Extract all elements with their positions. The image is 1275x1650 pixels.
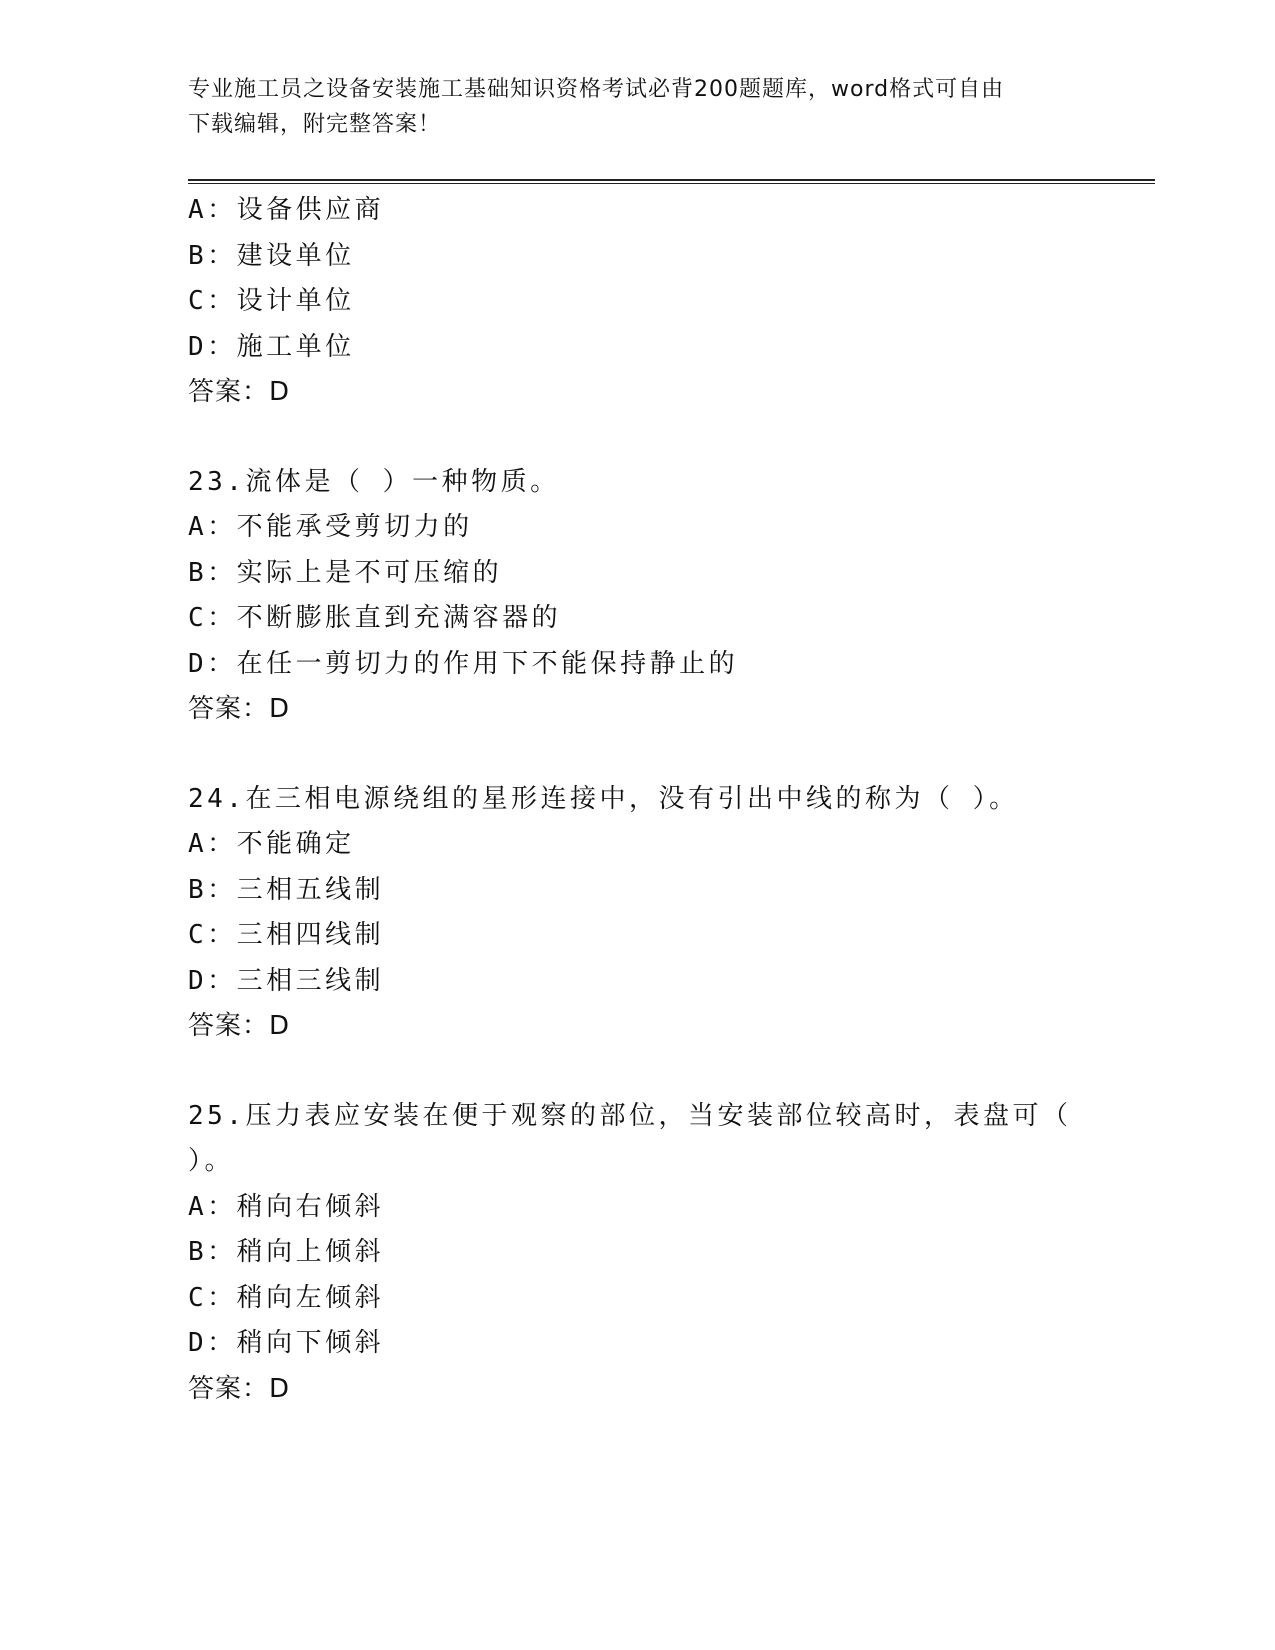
option-d: D：三相三线制 — [188, 965, 385, 996]
option-a: A：设备供应商 — [188, 195, 385, 225]
document-header — [188, 72, 1088, 142]
question-list — [188, 188, 1088, 1412]
question-22 — [188, 188, 1088, 416]
question-spacer — [188, 416, 1088, 460]
answer-line: 答案：D — [188, 377, 291, 407]
option-b: B：实际上是不可压缩的 — [188, 557, 503, 588]
answer-line: 答案：D — [188, 1373, 291, 1404]
option-a: A：稍向右倾斜 — [188, 1191, 385, 1222]
question-24 — [188, 777, 1088, 1050]
option-d: D：在任一剪切力的作用下不能保持静止的 — [188, 648, 739, 679]
question-23 — [188, 460, 1088, 733]
option-b: B：建设单位 — [188, 240, 355, 271]
option-b: B：稍向上倾斜 — [188, 1237, 385, 1267]
question-stem: 23.流体是（ ）一种物质。 — [188, 466, 560, 497]
answer-line: 答案：D — [188, 694, 291, 724]
header-divider-thick — [188, 179, 1155, 181]
option-d: D：稍向下倾斜 — [188, 1328, 385, 1358]
header-line-1: 专业施工员之设备安装施工基础知识资格考试必背200题题库，word格式可自由 — [188, 77, 1005, 102]
question-spacer — [188, 1050, 1088, 1094]
option-c: C：设计单位 — [188, 286, 355, 316]
question-stem-line-2: ）。 — [188, 1146, 235, 1176]
question-stem-line-1: 25.压力表应安装在便于观察的部位，当安装部位较高时，表盘可（ — [188, 1100, 1072, 1131]
question-25 — [188, 1094, 1088, 1413]
option-c: C：稍向左倾斜 — [188, 1282, 385, 1313]
option-d: D：施工单位 — [188, 331, 355, 362]
header-divider-thin — [188, 183, 1155, 184]
option-c: C：三相四线制 — [188, 920, 385, 950]
question-stem: 24.在三相电源绕组的星形连接中，没有引出中线的称为（ ）。 — [188, 783, 1019, 814]
option-a: A：不能承受剪切力的 — [188, 512, 473, 542]
option-c: C：不断膨胀直到充满容器的 — [188, 603, 562, 633]
header-line-2: 下载编辑，附完整答案！ — [188, 112, 442, 137]
question-spacer — [188, 733, 1088, 777]
answer-line: 答案：D — [188, 1011, 291, 1041]
option-b: B：三相五线制 — [188, 874, 385, 905]
option-a: A：不能确定 — [188, 829, 355, 859]
